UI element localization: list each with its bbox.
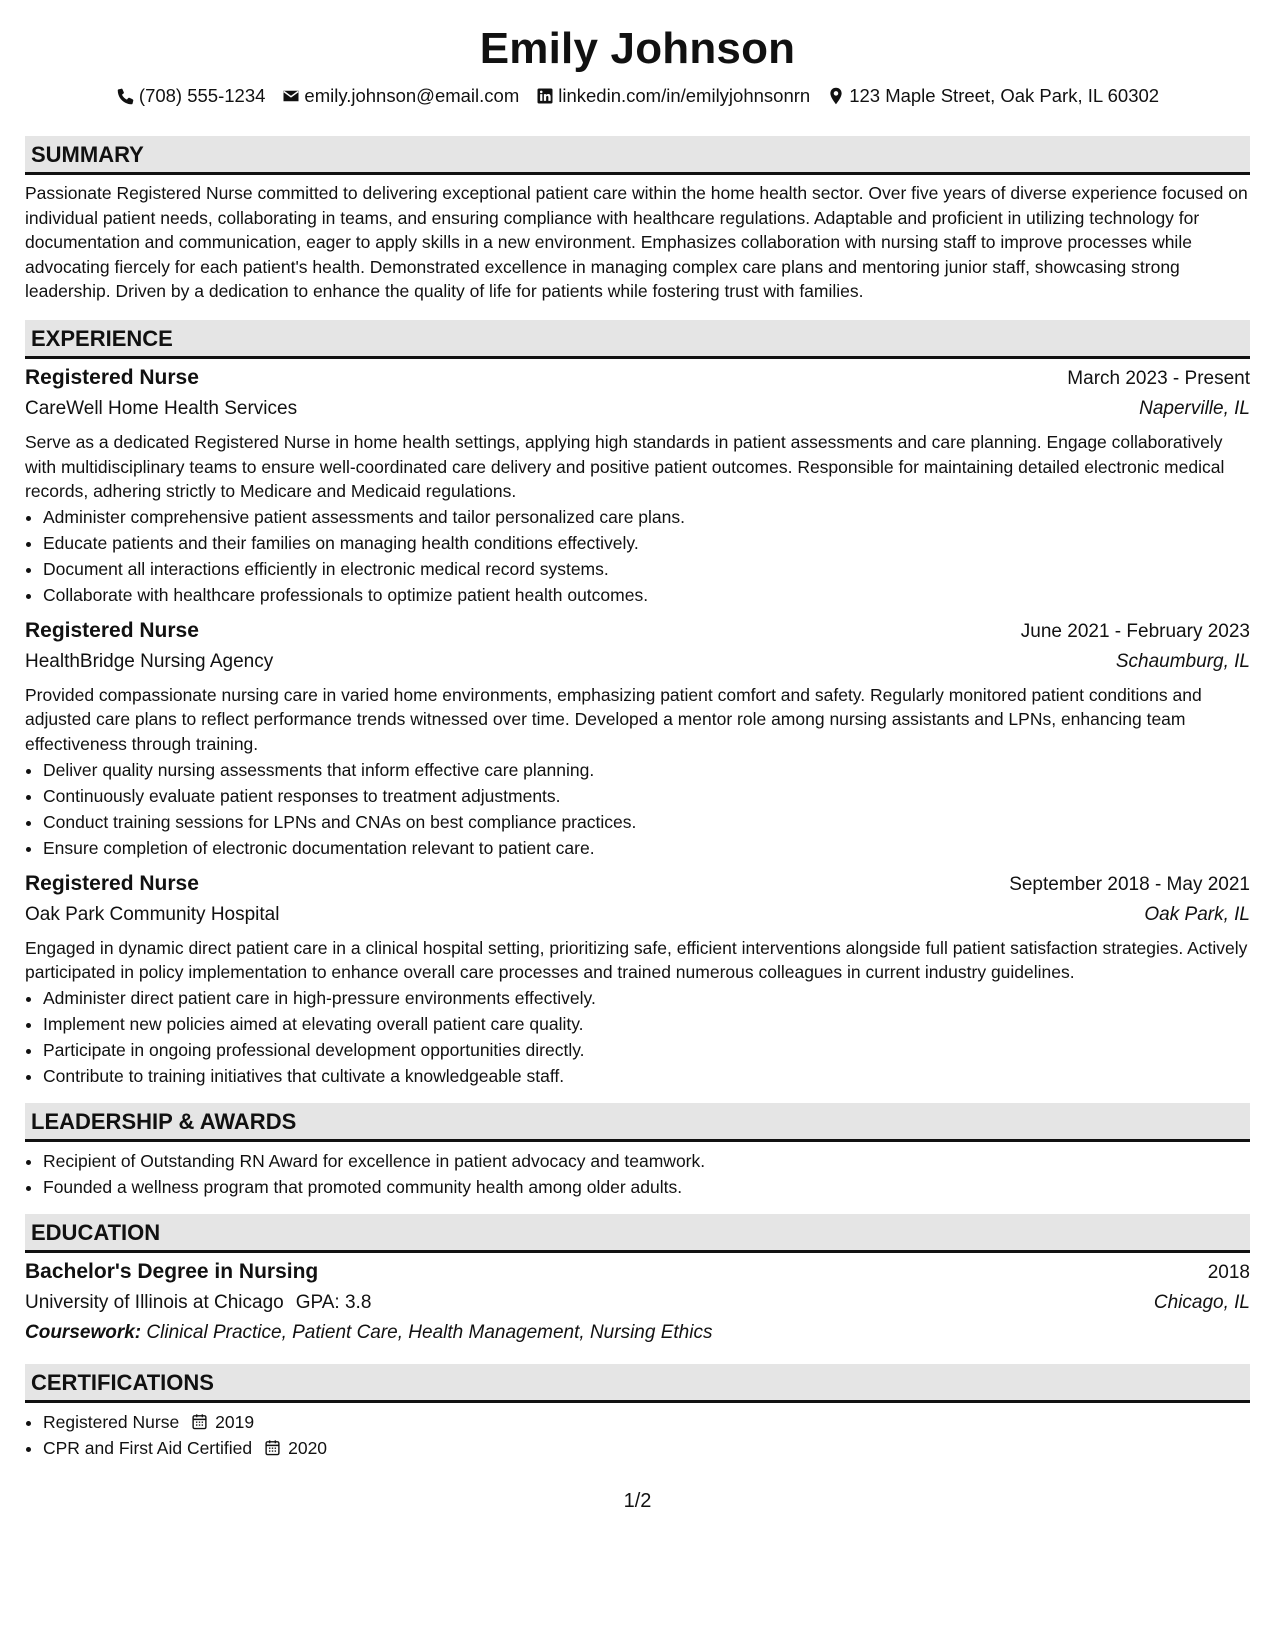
certifications-list [25, 1409, 1250, 1461]
coursework-list: Clinical Practice, Patient Care, Health Management, Nursing Ethics [146, 1321, 713, 1343]
job-title: Registered Nurse [25, 618, 199, 642]
contact-email[interactable] [281, 85, 519, 107]
list-item: • Founded a wellness program that promoted community health among older adults. [43, 1174, 1250, 1200]
job-dates: June 2021 - February 2023 [1020, 620, 1250, 642]
list-item: • Participate in ongoing professional development opportunities directly. [43, 1037, 1250, 1063]
cert-year: 2020 [288, 1437, 328, 1458]
school-line [25, 1288, 371, 1318]
map-pin-icon [826, 86, 846, 106]
gpa: GPA: 3.8 [295, 1291, 372, 1313]
page-number: 1/2 [623, 1490, 652, 1512]
linkedin-icon [535, 86, 555, 106]
email-link[interactable]: emily.johnson@email.com [304, 85, 520, 106]
school-name: University of Illinois at Chicago [25, 1291, 284, 1313]
contact-phone [116, 85, 266, 107]
list-item: • Document all interactions efficiently in electronic medical record systems. [43, 556, 1250, 582]
list-item: • Collaborate with healthcare professionals to optimize patient health outcomes. [43, 582, 1250, 608]
list-item [43, 1435, 1250, 1461]
list-item: • Educate patients and their families on managing health conditions effectively. [43, 530, 1250, 556]
job-location: Schaumburg, IL [1115, 650, 1250, 672]
list-item: • Contribute to training initiatives that cultivate a knowledgeable staff. [43, 1063, 1250, 1089]
job-title: Registered Nurse [25, 871, 199, 895]
linkedin-link[interactable]: linkedin.com/in/emilyjohnsonrn [558, 85, 811, 106]
section-heading-summary: SUMMARY [25, 136, 1250, 175]
education-section [25, 1214, 1250, 1348]
summary-text: Passionate Registered Nurse committed to delivering exceptional patient care within the home health sector. Over five years of diverse experience focused on individual patient needs, collaborating in teams, and ensuring compliance with healthcare regulations. Adaptable and proficient in utilizing technology for documentation and communication, eager to apply skills in a new environment. Emphasizes collaboration with nursing staff to improve processes while advocating fiercely for each patient's health. Demonstrated excellence in managing complex care plans and mentoring junior staff, showcasing strong leadership. Driven by a dedication to enhance the quality of life for patients while fostering trust with families. [25, 183, 1248, 302]
list-item: • Administer comprehensive patient assessments and tailor personalized care plans. [43, 504, 1250, 530]
cert-name: • CPR and First Aid Certified [43, 1437, 253, 1458]
job-employer: Oak Park Community Hospital [25, 903, 280, 925]
job-description: Engaged in dynamic direct patient care in a clinical hospital setting, prioritizing safe, efficient interventions alongside full patient satisfaction strategies. Actively participated in policy implementation to enhance overall care processes and trained numerous colleagues in current industry guidelines. [25, 937, 1248, 983]
list-item: • Administer direct patient care in high-pressure environments effectively. [43, 985, 1250, 1011]
calendar-icon [191, 1413, 209, 1431]
leadership-list [25, 1148, 1250, 1200]
job-bullets [25, 757, 1250, 861]
job-description: Serve as a dedicated Registered Nurse in home health settings, applying high standards in patient assessments and care planning. Engage collaboratively with multidisciplinary teams to ensure well-coordinated care delivery and positive patient outcomes. Responsible for maintaining detailed electronic medical records, adhering strictly to Medicare and Medicaid regulations. [25, 431, 1225, 502]
envelope-icon [281, 86, 301, 106]
cert-year: 2019 [215, 1411, 255, 1432]
job-entry [25, 616, 1250, 861]
contact-address [826, 85, 1159, 107]
candidate-name: Emily Johnson [479, 24, 796, 73]
job-location: Naperville, IL [1139, 397, 1250, 419]
list-item: • Recipient of Outstanding RN Award for excellence in patient advocacy and teamwork. [43, 1148, 1250, 1174]
list-item: • Ensure completion of electronic documentation relevant to patient care. [43, 835, 1250, 861]
list-item: • Continuously evaluate patient responses to treatment adjustments. [43, 783, 1250, 809]
job-entry [25, 363, 1250, 608]
list-item: • Deliver quality nursing assessments that inform effective care planning. [43, 757, 1250, 783]
list-item: • Conduct training sessions for LPNs and CNAs on best compliance practices. [43, 809, 1250, 835]
section-heading-certifications: CERTIFICATIONS [25, 1364, 1250, 1403]
job-title: Registered Nurse [25, 365, 199, 389]
job-entry [25, 869, 1250, 1089]
section-heading-education: EDUCATION [25, 1214, 1250, 1253]
school-location: Chicago, IL [1153, 1291, 1250, 1313]
cert-name: • Registered Nurse [43, 1411, 180, 1432]
coursework [25, 1318, 1250, 1348]
resume-content [25, 0, 1250, 1461]
experience-section [25, 320, 1250, 1089]
phone-icon [116, 86, 136, 106]
graduation-year: 2018 [1207, 1261, 1250, 1283]
section-heading-experience: EXPERIENCE [25, 320, 1250, 359]
job-dates: September 2018 - May 2021 [1009, 873, 1250, 895]
calendar-icon [264, 1439, 282, 1457]
list-item [43, 1409, 1250, 1435]
section-heading-leadership: LEADERSHIP & AWARDS [25, 1103, 1250, 1142]
address-text: 123 Maple Street, Oak Park, IL 60302 [849, 85, 1160, 106]
contact-linkedin[interactable] [535, 85, 810, 107]
job-bullets [25, 985, 1250, 1089]
phone-text: (708) 555-1234 [138, 85, 266, 106]
certifications-section [25, 1364, 1250, 1461]
job-employer: HealthBridge Nursing Agency [25, 650, 274, 672]
contact-bar [25, 82, 1250, 110]
job-bullets [25, 504, 1250, 608]
job-description: Provided compassionate nursing care in varied home environments, emphasizing patient comfort and safety. Regularly monitored patient conditions and adjusted care plans to reflect performance trends witnessed over time. Developed a mentor role among nursing assistants and LPNs, enhancing team effectiveness through training. [25, 684, 1202, 754]
list-item: • Implement new policies aimed at elevating overall patient care quality. [43, 1011, 1250, 1037]
coursework-label: Coursework: [25, 1321, 142, 1343]
summary-section [25, 136, 1250, 304]
job-dates: March 2023 - Present [1067, 367, 1250, 389]
leadership-section [25, 1103, 1250, 1200]
job-employer: CareWell Home Health Services [25, 397, 298, 419]
job-location: Oak Park, IL [1144, 903, 1250, 925]
degree-title: Bachelor's Degree in Nursing [25, 1259, 319, 1283]
